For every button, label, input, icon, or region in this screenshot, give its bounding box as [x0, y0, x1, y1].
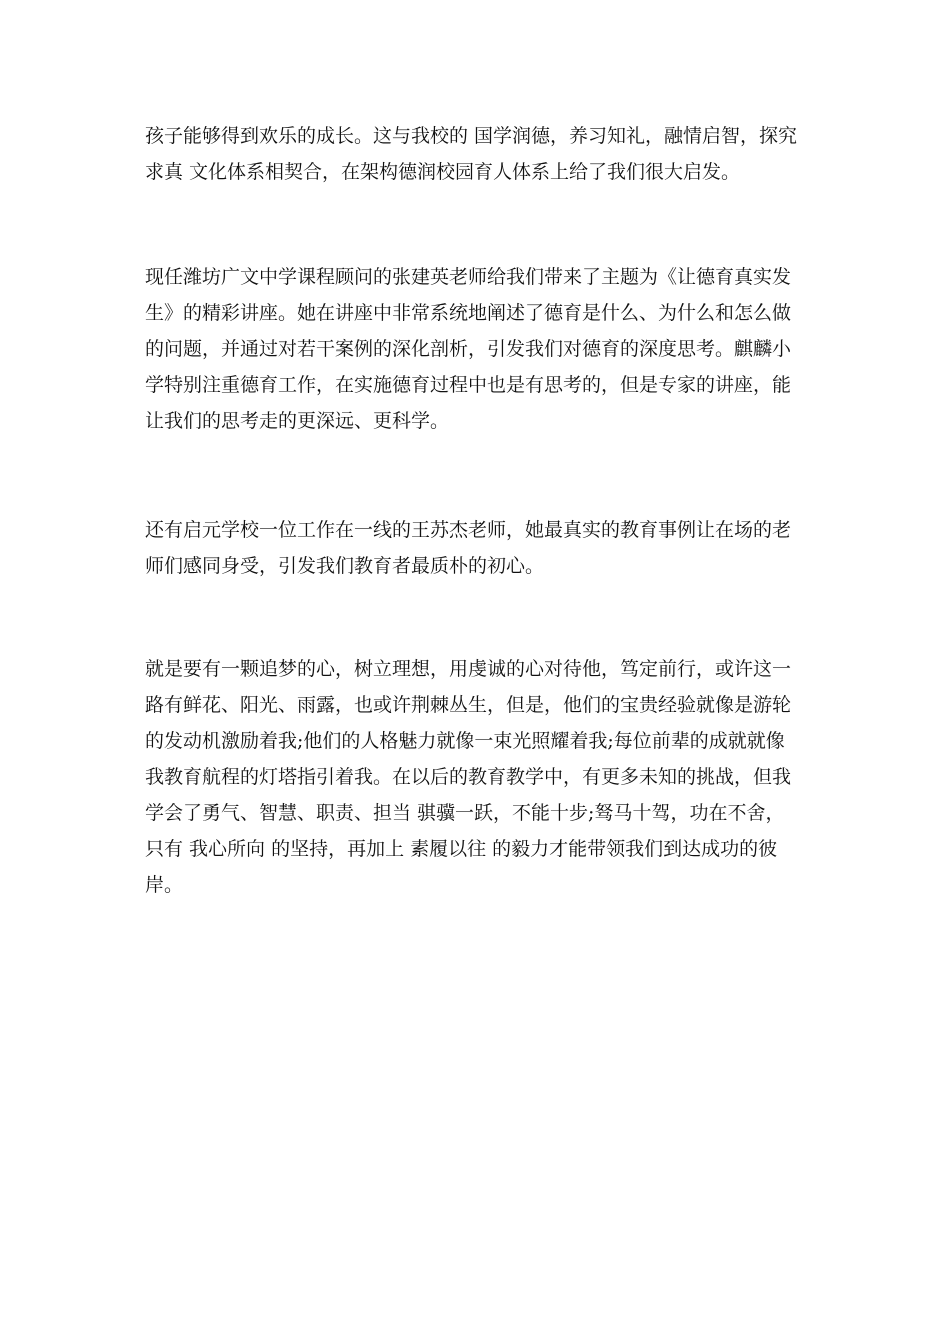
text-line: 岸。: [145, 874, 184, 896]
text-line: 让我们的思考走的更深远、更科学。: [145, 410, 450, 432]
text-line: 孩子能够得到欢乐的成长。这与我校的 国学润德，养习知礼，融情启智，探究: [145, 125, 798, 147]
text-line: 只有 我心所向 的坚持，再加上 素履以往 的毅力才能带领我们到达成功的彼: [145, 838, 778, 860]
text-line: 现任潍坊广文中学课程顾问的张建英老师给我们带来了主题为《让德育真实发: [145, 266, 792, 288]
paragraph: [145, 512, 815, 584]
paragraph: [145, 118, 815, 190]
text-line: 求真 文化体系相契合，在架构德润校园育人体系上给了我们很大启发。: [145, 161, 741, 183]
text-line: 师们感同身受，引发我们教育者最质朴的初心。: [145, 555, 545, 577]
text-line: 还有启元学校一位工作在一线的王苏杰老师，她最真实的教育事例让在场的老: [145, 519, 792, 541]
text-line: 我教育航程的灯塔指引着我。在以后的教育教学中，有更多未知的挑战，但我: [145, 766, 792, 788]
text-line: 生》的精彩讲座。她在讲座中非常系统地阐述了德育是什么、为什么和怎么做: [145, 302, 792, 324]
text-line: 路有鲜花、阳光、雨露，也或许荆棘丛生，但是，他们的宝贵经验就像是游轮: [145, 694, 792, 716]
paragraph: [145, 651, 815, 903]
text-line: 的问题，并通过对若干案例的深化剖析，引发我们对德育的深度思考。麒麟小: [145, 338, 792, 360]
text-line: 就是要有一颗追梦的心，树立理想，用虔诚的心对待他，笃定前行，或许这一: [145, 658, 792, 680]
paragraph: [145, 259, 815, 439]
text-line: 学会了勇气、智慧、职责、担当 骐骥一跃，不能十步;驽马十驾，功在不舍，: [145, 802, 785, 824]
text-line: 学特别注重德育工作，在实施德育过程中也是有思考的，但是专家的讲座，能: [145, 374, 792, 396]
text-line: 的发动机激励着我;他们的人格魅力就像一束光照耀着我;每位前辈的成就就像: [145, 730, 785, 752]
